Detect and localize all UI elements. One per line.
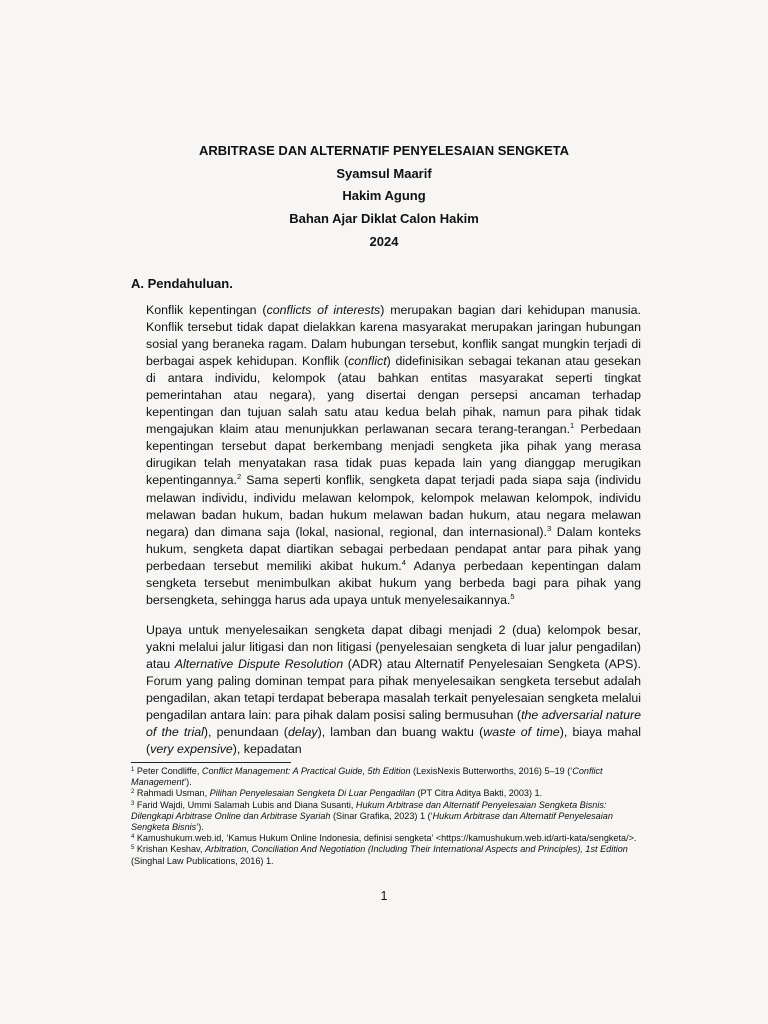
footnotes [131,766,641,867]
text-run: Dalam konteks hukum, sengketa dapat diartikan sebagai perbedaan pendapat antar para pihak yang perbedaan tersebut memiliki akibat hukum. [146,524,641,573]
text-run: Upaya untuk menyelesaikan sengketa dapat dibagi menjadi 2 (dua) kelompok besar, yakni melalui jalur litigasi dan non litigasi (penyelesaian sengketa di luar jalur pengadilan) atau [146,623,641,672]
footnote-text: Krishan Keshav, [134,844,205,855]
text-run: ), kepadatan [232,742,302,757]
footnote-text: (Singhal Law Publications, 2016) 1. [131,855,274,866]
italic-term: delay [287,725,318,740]
document-title: ARBITRASE DAN ALTERNATIF PENYELESAIAN SENGKETA [198,143,570,158]
footnote-ref-4[interactable]: 4 [401,557,406,567]
footnote-ref-3[interactable]: 3 [546,523,552,533]
footnote-5 [131,844,641,866]
page-number: 1 [380,889,388,903]
footnote-italic: Hukum Arbitrase dan Alternatif Penyelesaian Sengketa Bisnis [131,810,613,833]
footnote-number: 5 [131,845,135,852]
text-run: Konflik kepentingan ( [146,303,267,317]
paragraph-1 [146,302,641,609]
footnote-4 [131,833,641,844]
text-run: ), lamban dan buang waktu ( [317,725,484,740]
footnote-number: 3 [131,800,135,807]
footnote-text: Kamushukum.web.id, ‘Kamus Hukum Online Indonesia, definisi sengketa’ <https://kamushukum.web.id/arti-kata/sengketa/>. [134,833,637,844]
paragraph-2 [146,622,641,758]
italic-term: conflict [348,354,387,369]
footnote-text: (LexisNexis Butterworths, 2016) 5–19 (‘ [410,766,573,776]
italic-term: very expensive [150,742,233,757]
italic-term: waste of time [483,725,560,740]
footnote-number: 4 [131,834,135,841]
footnote-text: (Sinar Grafika, 2023) 1 (‘ [330,810,433,821]
section-heading: A. Pendahuluan. [131,276,233,291]
italic-term: Alternative Dispute Resolution [174,657,344,672]
footnote-ref-5[interactable]: 5 [510,591,515,601]
footnote-number: 1 [131,767,135,773]
footnote-italic: Arbitration, Conciliation And Negotiation (Including Their International Aspects and Principles), 1st Edition [204,844,628,855]
footnote-ref-2[interactable]: 2 [236,472,242,482]
document-subtitle: Bahan Ajar Diklat Calon Hakim [289,210,479,226]
footnote-divider [131,762,291,763]
footnote-italic: Conflict Management: A Practical Guide, 5th Edition [201,766,411,776]
document-year: 2024 [369,234,399,249]
document-header [0,140,768,254]
footnote-text: ’). [184,777,192,788]
text-run: (ADR) atau Alternatif Penyelesaian Sengketa (APS). Forum yang paling dominan tempat para pihak menyelesaikan sengketa tersebut adalah pengadilan, akan tetapi terdapat beberapa masalah terkait penyelesaian sengketa melalui pengadilan antara lain: para pihak dalam posisi saling bermusuhan ( [146,657,641,723]
footnote-2 [131,788,641,799]
footnote-text: Farid Wajdi, Ummi Salamah Lubis and Diana Susanti, [134,799,356,810]
footnote-italic: Conflict Management [131,766,603,788]
footnote-text: Peter Condliffe, [134,766,202,776]
footnote-text: (PT Citra Aditya Bakti, 2003) 1. [414,788,543,799]
text-run: ), biaya mahal ( [146,725,641,757]
footnote-number: 2 [131,789,135,796]
footnote-ref-1[interactable]: 1 [570,421,575,431]
footnote-italic: Hukum Arbitrase dan Alternatif Penyelesaian Sengketa Bisnis: Dilengkapi Arbitrase Online dan Arbitrase Syariah [131,799,607,821]
text-run: Sama seperti konflik, sengketa dapat terjadi pada siapa saja (individu melawan individu, individu melawan kelompok, kelompok melawan kelompok, individu melawan badan hukum, badan hukum melawan badan hukum, atau negara melawan negara) dan dimana saja (lokal, nasional, regional, dan internasional). [146,473,641,539]
footnote-italic: Pilihan Penyelesaian Sengketa Di Luar Pengadilan [209,788,415,799]
text-run: ), penundaan ( [203,725,288,740]
text-run: Perbedaan kepentingan tersebut dapat berkembang menjadi sengketa jika pihak yang merasa dirugikan telah menyatakan rasa tidak puas kepada lain yang dianggap merugikan kepentingannya. [146,422,641,488]
footnote-1 [131,766,641,788]
footnote-3 [131,800,641,834]
italic-term: conflicts of interests [266,303,381,317]
text-run: ) didefinisikan sebagai tekanan atau gesekan di antara individu, kelompok (atau bahkan entitas masyarakat seperti tingkat pemerintahan atau negara), yang disertai dengan persepsi ancaman terhadap kepentingan dan tujuan salah satu atau kedua belah pihak, namun para pihak tidak mengajukan klaim atau menunjukkan perlawanan secara terang-terangan. [146,354,641,437]
author-name: Syamsul Maarif [336,165,432,181]
footnote-text: ’). [196,822,204,833]
text-run: ) merupakan bagian dari kehidupan manusia. Konflik tersebut tidak dapat dielakkan karena masyarakat merupakan jaringan hubungan sosial yang beraneka ragam. Dalam hubungan tersebut, konflik sangat mungkin terjadi di berbagai aspek kehidupan. Konflik ( [146,303,641,369]
author-position: Hakim Agung [342,188,426,203]
footnote-text: Rahmadi Usman, [134,788,210,799]
text-run: Adanya perbedaan kepentingan dalam sengketa tersebut menimbulkan akibat hukum yang berbeda bagi para pihak yang bersengketa, sehingga harus ada upaya untuk menyelesaikannya. [146,558,641,607]
italic-term: the adversarial nature of the trial [146,708,641,740]
